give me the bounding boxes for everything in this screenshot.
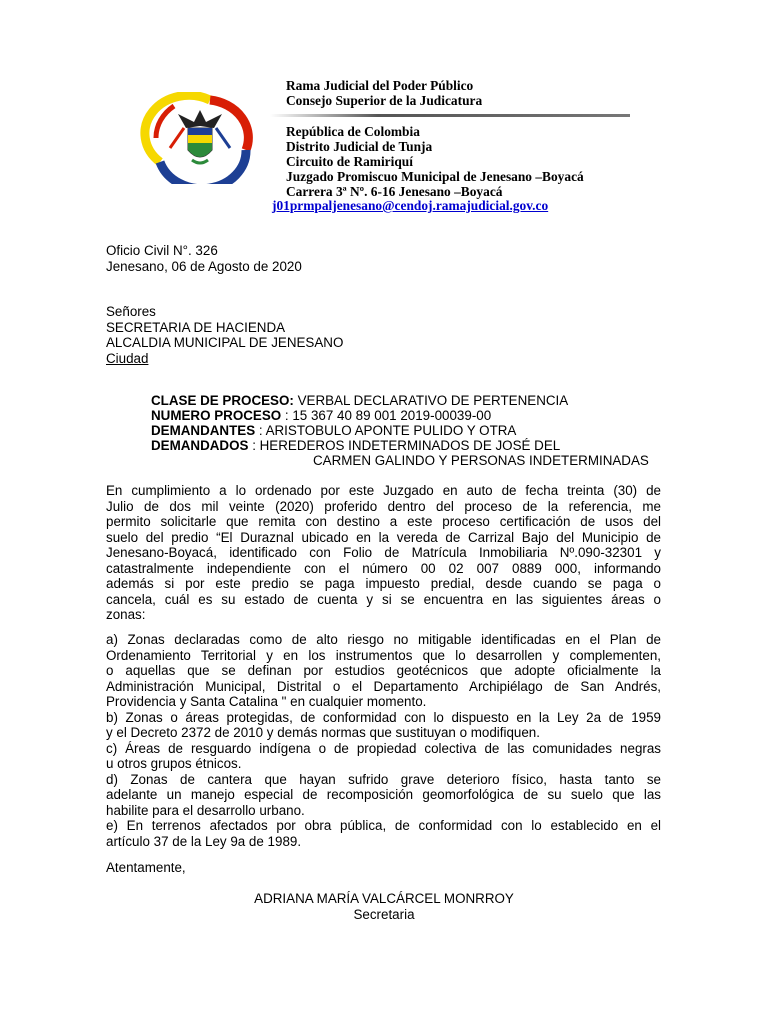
court-email-link[interactable]: j01prmpaljenesano@cendoj.ramajudicial.gov.co <box>272 198 549 213</box>
recipient-city: Ciudad <box>106 350 149 366</box>
list-line: b) Zonas o áreas protegidas, de conformidad con lo dispuesto en la Ley 2a de 1959 <box>106 709 661 725</box>
signatory-name: ADRIANA MARÍA VALCÁRCEL MONRROY <box>254 891 514 906</box>
letterhead-divider <box>270 114 630 117</box>
oficio-number: Oficio Civil N°. 326 <box>106 243 218 258</box>
list-line: Providencia y Santa Catalina " en cualquier momento. <box>106 694 427 709</box>
recipient-line: SECRETARIA DE HACIENDA <box>106 319 286 335</box>
list-line: artículo 37 de la Ley 9a de 1989. <box>106 833 302 849</box>
letterhead-line: Rama Judicial del Poder Público <box>286 78 474 93</box>
field-clase-proceso <box>151 393 568 409</box>
field-label: NUMERO PROCESO <box>151 408 282 423</box>
list-line: adelante un manejo especial de recomposición geomorfológica de su suelo que las <box>106 787 661 802</box>
field-label: DEMANDADOS <box>151 438 249 453</box>
field-demandados <box>151 438 560 454</box>
list-line: Ordenamiento Territorial y en los instrumentos que lo desarrollen y complementen, <box>106 647 661 663</box>
signatory-title: Secretaria <box>353 906 415 922</box>
paragraph-line: zonas: <box>106 607 146 622</box>
rama-judicial-emblem <box>140 92 260 184</box>
list-line: o aquellas que se definan por estudios geotécnicos que adopte oficialmente la <box>106 663 661 678</box>
letterhead-bottom <box>286 124 584 199</box>
field-value: VERBAL DECLARATIVO DE PERTENENCIA <box>293 393 569 408</box>
zones-list <box>106 632 661 849</box>
paragraph-line: además si por este predio se paga impuesto predial, desde cuando se paga o <box>106 576 661 591</box>
list-line: y el Decreto 2372 de 2010 y demás normas que sustituyan o modifiquen. <box>106 725 540 740</box>
recipient-line: Señores <box>106 304 156 319</box>
field-value: CARMEN GALINDO Y PERSONAS INDETERMINADAS <box>313 453 649 468</box>
list-line: c) Áreas de resguardo indígena o de propiedad colectiva de las comunidades negras <box>106 740 661 756</box>
oficio-block <box>106 243 302 274</box>
paragraph-line: suelo del predio “El Duraznal ubicado en la vereda de Carrizal Bajo del Municipio de <box>106 529 661 545</box>
paragraph-line: Julio de dos mil veinte (2020) proferido dentro del proceso de la referencia, me <box>106 498 661 514</box>
list-line: u otros grupos étnicos. <box>106 756 242 771</box>
list-line: Administración Municipal, Distrital o el Departamento Archipiélago de San Andrés, <box>106 678 661 694</box>
letterhead-line: Juzgado Promiscuo Municipal de Jenesano –Boyacá <box>286 169 584 184</box>
recipient-line: ALCALDIA MUNICIPAL DE JENESANO <box>106 335 344 350</box>
letterhead-line: República de Colombia <box>286 124 420 139</box>
letterhead-top <box>286 78 482 108</box>
recipient-block <box>106 304 343 366</box>
field-numero-proceso <box>151 408 491 424</box>
list-line: d) Zonas de cantera que hayan sufrido grave deterioro físico, hasta tanto se <box>106 771 661 787</box>
paragraph-line: En cumplimiento a lo ordenado por este Juzgado en auto de fecha treinta (30) de <box>106 483 661 498</box>
signature-block <box>200 891 568 922</box>
intro-paragraph <box>106 483 661 623</box>
letterhead-line: Carrera 3ª Nº. 6-16 Jenesano –Boyacá <box>286 184 503 199</box>
field-label: CLASE DE PROCESO: <box>151 393 294 408</box>
list-line: habilite para el desarrollo urbano. <box>106 802 305 818</box>
field-value: : HEREDEROS INDETERMINADOS DE JOSÉ DEL <box>248 438 561 453</box>
field-demandantes <box>151 423 516 439</box>
letterhead-line: Circuito de Ramiriquí <box>286 154 413 169</box>
field-value: : ARISTOBULO APONTE PULIDO Y OTRA <box>255 423 517 438</box>
field-demandados-cont <box>313 453 649 469</box>
paragraph-line: permito solicitarle que remita con destino a este proceso certificación de usos del <box>106 514 661 529</box>
oficio-date: Jenesano, 06 de Agosto de 2020 <box>106 258 302 274</box>
letterhead-line: Consejo Superior de la Judicatura <box>286 93 483 108</box>
paragraph-line: Jenesano-Boyacá, identificado con Folio de Matrícula Inmobiliaria Nº.090-32301 y <box>106 545 661 560</box>
paragraph-line: catastralmente independiente con el número 00 02 007 0889 000, informando <box>106 560 661 576</box>
paragraph-line: cancela, cuál es su estado de cuenta y si se encuentra en las siguientes áreas o <box>106 591 661 607</box>
letterhead-line: Distrito Judicial de Tunja <box>286 139 433 154</box>
closing: Atentamente, <box>106 860 186 875</box>
list-line: e) En terrenos afectados por obra pública, de conformidad con lo establecido en el <box>106 818 661 833</box>
field-label: DEMANDANTES <box>151 423 256 438</box>
field-value: : 15 367 40 89 001 2019-00039-00 <box>281 408 492 423</box>
list-line: a) Zonas declaradas como de alto riesgo no mitigable identificadas en el Plan de <box>106 632 661 647</box>
